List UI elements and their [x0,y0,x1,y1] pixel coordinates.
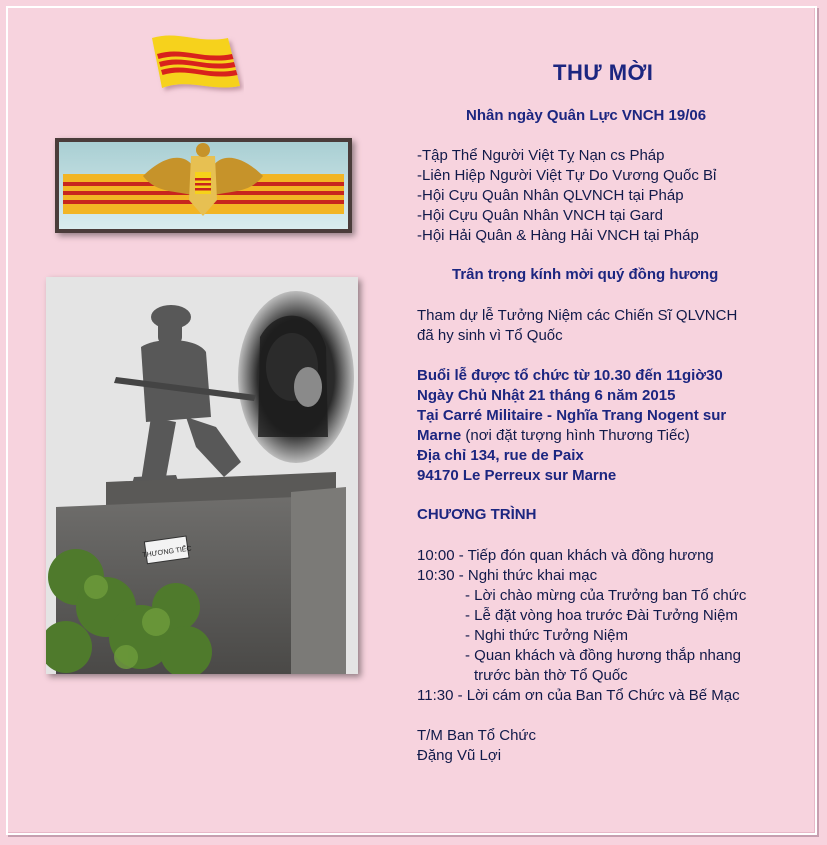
event-place-2 [417,426,726,446]
list-item: -Liên Hiệp Người Việt Tự Do Vương Quốc Bỉ [417,167,717,184]
south-vietnam-flag-icon [148,30,244,96]
occasion-line: Nhân ngày Quân Lực VNCH 19/06 [466,107,707,124]
program-subitem-continued: trước bàn thờ Tổ Quốc [474,667,628,684]
attend-line-1: Tham dự lễ Tưởng Niệm các Chiến Sĩ QLVNCH [417,307,738,324]
attend-paragraph [417,306,737,346]
program-subitem: - Lời chào mừng của Trưởng ban Tổ chức [465,587,747,604]
program-item: 10:30 - Nghi thức khai mạc [417,567,598,584]
program-title: CHƯƠNG TRÌNH [417,506,537,523]
statue-illustration [46,277,358,674]
list-item: -Hội Cựu Quân Nhân VNCH tại Gard [417,207,663,224]
event-address-2: 94170 Le Perreux sur Marne [417,467,617,484]
program-subitem: - Lễ đặt vòng hoa trước Đài Tưởng Niệm [465,607,738,624]
signature-block [417,726,536,766]
event-place-1: Tại Carré Militaire - Nghĩa Trang Nogent sur [417,407,727,424]
event-date: Ngày Chủ Nhật 21 tháng 6 năm 2015 [417,387,676,404]
thuong-tiec-statue-photo [46,277,358,674]
event-details [417,366,726,486]
list-item: -Hội Cựu Quân Nhân QLVNCH tại Pháp [417,187,684,204]
signature-line-1: T/M Ban Tổ Chức [417,727,536,744]
invitation-line: Trân trọng kính mời quý đồng hương [452,266,719,283]
program-subitem: - Nghi thức Tưởng Niệm [465,627,629,644]
program-list [417,546,746,706]
program-subitem: - Quan khách và đồng hương thắp nhang [465,647,741,664]
program-item: 11:30 - Lời cám ơn của Ban Tổ Chức và Bế Mạc [417,687,740,704]
event-time: Buổi lễ được tổ chức từ 10.30 đến 11giờ30 [417,367,723,384]
event-place-note: (nơi đặt tượng hình Thương Tiếc) [461,427,690,444]
attend-line-2: đã hy sinh vì Tổ Quốc [417,327,563,344]
signature-name: Đặng Vũ Lợi [417,747,502,764]
statue-sign-text: THƯƠNG TIẾC [142,545,193,560]
event-place-bold: Marne [417,427,462,444]
page-title: THƯ MỜI [553,60,654,85]
event-address-1: Địa chỉ 134, rue de Paix [417,447,584,464]
list-item: -Tập Thể Người Việt Tỵ Nạn cs Pháp [417,147,665,164]
program-item: 10:00 - Tiếp đón quan khách và đồng hương [417,547,714,564]
list-item: -Hội Hải Quân & Hàng Hải VNCH tại Pháp [417,227,699,244]
organizer-list [417,146,716,246]
armed-forces-eagle-emblem [55,138,352,233]
